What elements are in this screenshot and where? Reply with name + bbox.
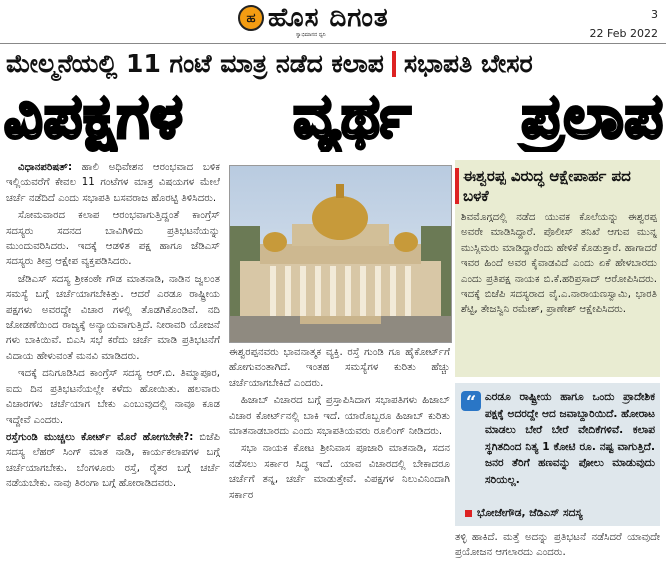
subheading: ರಸ್ತೆಗುಂಡಿ ಮುಚ್ಚಲು ಕೋರ್ಟ್ ಮೊರೆ ಹೋಗಬೇಕೇ?: [6, 431, 194, 443]
dateline: ವಿಧಾನಪರಿಷತ್: [18, 162, 73, 173]
article-paragraph: ಹಿಜಾಬ್ ವಿಚಾರದ ಬಗ್ಗೆ ಪ್ರಸ್ತಾಪಿಸಿದಾಗ ಸಭಾಪತಿಗಳು ಹಿಜಾಬ್ ವಿಚಾರ ಕೋರ್ಟ್‌ನಲ್ಲಿ ಬಾಕಿ ಇದೆ. ಯಾರೊಬ್ಬರೂ ಹಿಜಾಬ್ ಕುರಿತು ಮಾತನಾಡಬಾರದು ಎಂದು ಸಭಾಪತಿಯವರು ರೂಲಿಂಗ್ ನೀಡಿದರು. [229, 395, 450, 438]
article-paragraph: ಜೆಡಿಎಸ್ ಸದಸ್ಯ ಶ್ರೀಕಂಠೇ ಗೌಡ ಮಾತನಾಡಿ, ನಾಡಿನ ಜ್ವಲಂತ ಸಮಸ್ಯೆ ಬಗ್ಗೆ ಚರ್ಚೆಯಾಗಬೇಕಿತ್ತು. ಆದರೆ ಎರಡೂ ರಾಷ್ಟ್ರೀಯ ಪಕ್ಷಗಳು ಅವರದ್ದೇ ವಿಚಾರ ಗಳಲ್ಲಿ ತೊಡಗಿಕೊಂಡಿವೆ. ನದಿ ಜೋಡಣೆಯಿಂದ ರಾಜ್ಯಕ್ಕೆ ಅನ್ಯಾಯವಾಗುತ್ತಿದೆ. ನೀರಾವರಿ ಯೋಜನೆ ಗಳು ಬಾಕಿಯಿವೆ. ಬಿಎಸಿ ಸಭೆ ಕರೆದು ಚರ್ಚೆ ಮಾಡಿ ಪ್ರತಿಭಟನೆಗೆ ವಿದಾಯ ಹೇಳುವಂತೆ ಮನವಿ ಮಾಡಿದರು. [6, 273, 220, 362]
article-column-3-tail: ತಳ್ಳಿ ಹಾಕಿದೆ. ಮತ್ತೆ ಅದನ್ನು ಪ್ರತಿಭಟನೆ ನಡೆಸಿದರೆ ಯಾವುದೇ ಪ್ರಯೋಜನ ಆಗಲಾರದು ಎಂದರು. [455, 532, 660, 559]
kicker-separator [392, 51, 396, 77]
quote-icon: “ [461, 391, 481, 411]
page-number: 3 [651, 8, 658, 21]
kicker-sub: ಸಭಾಪತಿ ಬೇಸರ [403, 49, 533, 78]
vidhana-soudha-photo [229, 165, 452, 343]
sidebar-box-eshwarappa [455, 160, 660, 377]
attribution-text: ಭೋಜೇಗೌಡ, ಜೆಡಿಎಸ್ ಸದಸ್ಯ [477, 507, 583, 519]
attribution-marker [465, 510, 472, 517]
masthead-divider [0, 43, 666, 44]
article-paragraph: ರಸ್ತೆಗುಂಡಿ ಮುಚ್ಚಲು ಕೋರ್ಟ್ ಮೊರೆ ಹೋಗಬೇಕೇ?: ಬಿಜೆಪಿ ಸದಸ್ಯ ಲೆಹರ್ ಸಿಂಗ್ ಮಾತ ನಾಡಿ, ಕಾರ್ಯಕಲಾಪಗಳ ಬಗ್ಗೆ ಚರ್ಚೆಯಾಗಬೇಕು. ಬೆಂಗಳೂರು ರಸ್ತೆ, ರೈತರ ಬಗ್ಗೆ ಚರ್ಚೆ ನಡೆಯಬೇಕು. ನಾವು ತಿರಂಗಾ ಬಗ್ಗೆ ಹೋರಾಡಿದವರು. [6, 431, 221, 490]
box-accent-bar [455, 168, 459, 204]
box-heading: ಈಶ್ವರಪ್ಪ ವಿರುದ್ಧ ಆಕ್ಷೇಪಾರ್ಹ ಪದ ಬಳಕೆ [463, 167, 631, 205]
headline-word: ವಿಪಕ್ಷಗಳ [4, 82, 184, 152]
headline [4, 82, 664, 152]
quote-box [455, 383, 660, 526]
article-column-1 [6, 160, 220, 494]
quote-attribution [465, 507, 655, 520]
issue-date: 22 Feb 2022 [589, 27, 658, 40]
masthead [0, 0, 666, 40]
article-column-2 [229, 345, 450, 505]
article-paragraph: ಸೋಮವಾರದ ಕಲಾಪ ಆರಂಭವಾಗುತ್ತಿದ್ದಂತೆ ಕಾಂಗ್ರೆಸ್ ಸದಸ್ಯರು ಸದನದ ಬಾವಿಗಿಳಿದು ಪ್ರತಿಭಟನೆಯನ್ನು ಮುಂದುವರಿಸಿದರು. ಇದಕ್ಕೆ ಆಡಳಿತ ಪಕ್ಷ ಹಾಗೂ ಜೆಡಿಎಸ್ ಸದಸ್ಯರು ತೀವ್ರ ಆಕ್ಷೇಪ ವ್ಯಕ್ತಪಡಿಸಿದರು. [6, 210, 220, 268]
logo-tagline: ಸ್ವಾಭಿಮಾನದ ಧ್ವನಿ [296, 32, 326, 38]
logo-text: ಹೊಸ ದಿಗಂತ [268, 2, 389, 33]
headline-word: ವ್ಯರ್ಥ [293, 82, 412, 152]
kicker-line [6, 46, 662, 82]
article-paragraph: ಇದಕ್ಕೆ ದನಿಗೂಡಿಸಿದ ಕಾಂಗ್ರೆಸ್ ಸದಸ್ಯ ಆರ್.ಬಿ. ತಿಮ್ಮಾಪೂರ, ಐದು ದಿನ ಪ್ರತಿಭಟನೆಯಲ್ಲೇ ಕಳೆದು ಹೋಯಿತು. ಹಲವಾರು ವಿಚಾರಗಳು ಚರ್ಚೆಯಾಗ ಬೇಕು ಎಂಬುವುದಲ್ಲಿ ನಾವೂ ಕೂಡ ಇದ್ದೇವೆ ಎಂದರು. [6, 368, 220, 426]
article-paragraph: ವಿಧಾನಪರಿಷತ್: ಹಾಲಿ ಅಧಿವೇಶನ ಆರಂಭವಾದ ಬಳಿಕ ಇಲ್ಲಿಯವರೆಗೆ ಕೇವಲ 11 ಗಂಟೆಗಳ ಮಾತ್ರ ವಿಷಯಗಳ ಮೇಲೆ ಚರ್ಚೆ ನಡೆದಿದೆ ಎಂದು ಸಭಾಪತಿ ಬಸವರಾಜ ಹೊರಟ್ಟಿ ತಿಳಿಸಿದರು. [6, 162, 220, 204]
kicker-main: ಮೇಲ್ಮನೆಯಲ್ಲಿ 11 ಗಂಟೆ ಮಾತ್ರ ನಡೆದ ಕಲಾಪ [6, 49, 384, 78]
quote-text: ಎರಡೂ ರಾಷ್ಟ್ರೀಯ ಹಾಗೂ ಒಂದು ಪ್ರಾದೇಶಿಕ ಪಕ್ಷಕ್ಕೆ ಅದರದ್ದೇ ಆದ ಜವಾಬ್ದಾರಿಯಿದೆ. ಹೋರಾಟ ಮಾಡಲು ಬೇರೆ ಬೇರೆ ವೇದಿಕೆಗಳಿವೆ. ಕಲಾಪ ಸ್ಥಗಿತದಿಂದ ನಿತ್ಯ 1 ಕೋಟಿ ರೂ. ನಷ್ಟ ವಾಗುತ್ತಿದೆ. ಜನರ ತೆರಿಗೆ ಹಣವನ್ನು ಪೋಲು ಮಾಡುವುದು ಸರಿಯಲ್ಲ. [485, 391, 655, 486]
box-body: ಶಿವಮೊಗ್ಗದಲ್ಲಿ ನಡೆದ ಯುವಕ ಕೊಲೆಯನ್ನು ಈಶ್ವರಪ್ಪ ಅವರೇ ಮಾಡಿಸಿದ್ದಾರೆ. ಪೊಲೀಸ್ ತನಿಖೆ ಆಗುವ ಮುನ್ನ ಮುಸ್ಲಿಮರು ಮಾಡಿದ್ದಾರೆಂದು ಹೇಳಿಕೆ ಕೊಡುತ್ತಾರೆ. ಹಾಗಾದರೆ ಇವರ ಹಿಂದೆ ಅವರ ಕೈವಾಡವಿದೆ ಎಂದು ಏಕೆ ಹೇಳಬಾರದು ಎಂದು ಪ್ರತಿಪಕ್ಷ ನಾಯಕ ಬಿ.ಕೆ.ಹರಿಪ್ರಸಾದ್ ಆರೋಪಿಸಿದರು. ಇದಕ್ಕೆ ಬಿಜೆಪಿ ಸದಸ್ಯರಾದ ವೈ.ಎ.ನಾರಾಯಣಸ್ವಾಮಿ, ಭಾರತಿ ಶೆಟ್ಟಿ, ತೇಜಸ್ವಿನಿ ರಮೇಶ್, ಪ್ರಾಣೇಶ್ ಆಕ್ಷೇಪಿಸಿದರು. [461, 212, 657, 316]
article-paragraph: ಸಭಾ ನಾಯಕ ಕೋಟ ಶ್ರೀನಿವಾಸ ಪೂಜಾರಿ ಮಾತನಾಡಿ, ಸದನ ನಡೆಸಲು ಸರ್ಕಾರ ಸಿದ್ಧ ಇದೆ. ಯಾವ ವಿಚಾರದಲ್ಲಿ ಬೇಕಾದರೂ ಚರ್ಚೆಗೆ ತನ್ನ, ಚರ್ಚೆ ಮಾಡುತ್ತೇವೆ. ವಿಪಕ್ಷಗಳ ನಿಲುವಿನಿಂದಾಗಿ ಸರ್ಕಾರ [229, 443, 450, 501]
headline-word: ಪ್ರಲಾಪ [521, 82, 664, 152]
logo-sun-icon: ಹ [238, 5, 264, 31]
newspaper-logo [238, 4, 389, 32]
article-paragraph: ಈಶ್ವರಪ್ಪನವರು ಭಾವನಾತ್ಮಕ ವ್ಯಕ್ತಿ. ರಸ್ತೆ ಗುಂಡಿ ಗೂ ಹೈಕೋರ್ಟ್‌ಗೆ ಹೋಗುವಂತಾಗಿದೆ. ಇಂತಹ ಸಮಸ್ಯೆಗಳ ಕುರಿತು ಹೆಚ್ಚು ಚರ್ಚೆಯಾಗಬೇಕಿದೆ ಎಂದರು. [229, 347, 450, 389]
